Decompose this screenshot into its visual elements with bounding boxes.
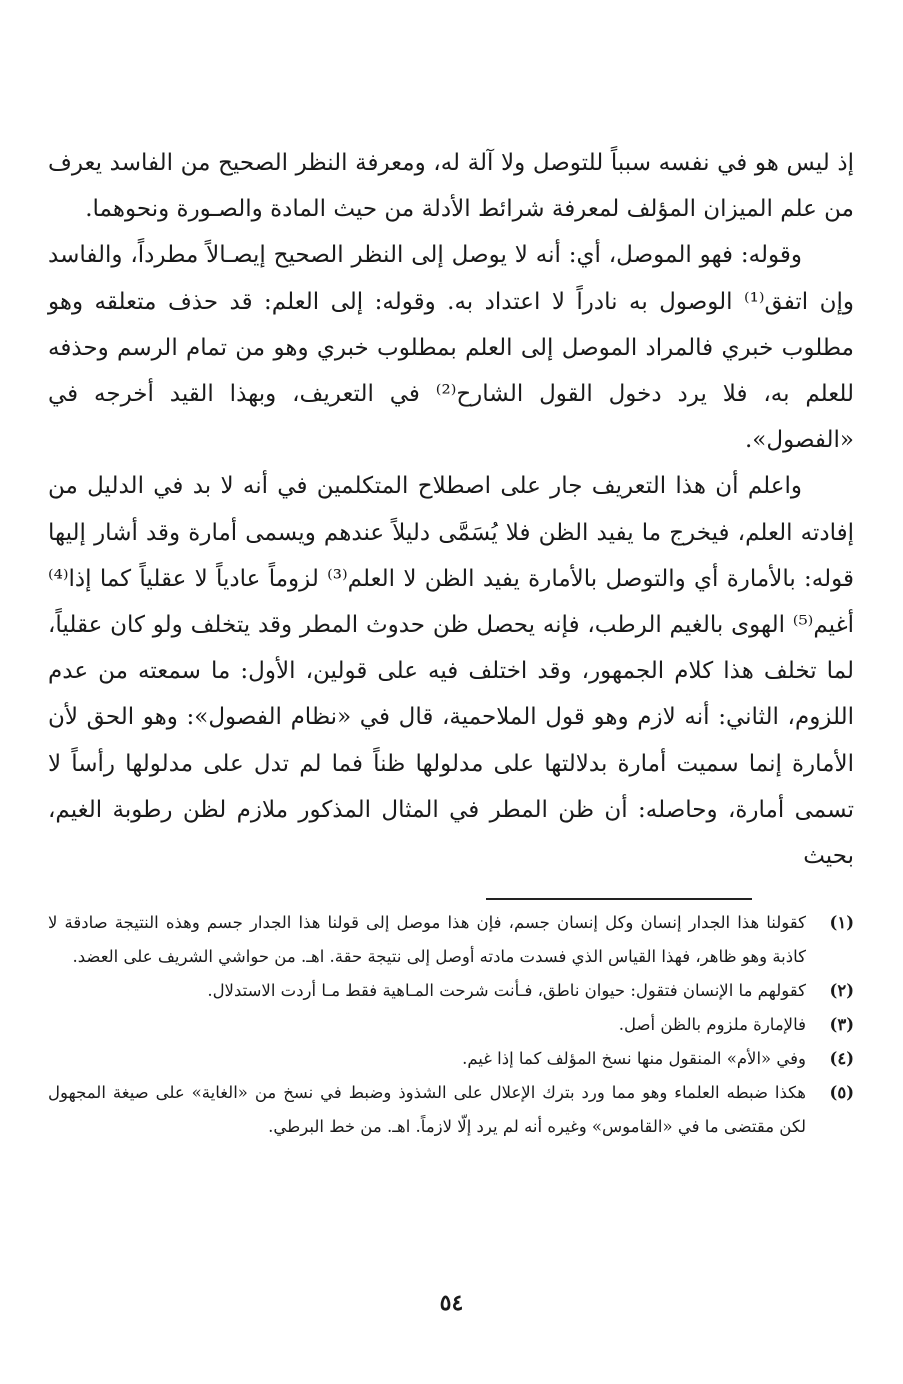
footnote-text: فالإمارة ملزوم بالظن أصل. [618,1015,806,1034]
footnote-4 [48,1042,854,1076]
footnote-2 [48,974,854,1008]
footnote-number: (٥) [829,1083,854,1102]
page-number: ٥٤ [439,1290,464,1316]
main-body-text [48,140,854,879]
footnote-5 [48,1076,854,1144]
paragraph-1: إذ ليس هو في نفسه سبباً للتوصل ولا آلة له، ومعرفة النظر الصحيح من الفاسد يعرف من علم الميزان المؤلف لمعرفة شرائط الأدلة من حيث المادة والصـورة ونحوهما. [48,150,854,223]
footnote-text: كقولهم ما الإنسان فتقول: حيوان ناطق، فـأنت شرحت المـاهية فقط مـا أردت الاستدلال. [207,981,806,1000]
footnote-divider [486,898,752,900]
footnote-3 [48,1008,854,1042]
footnote-text: كقولنا هذا الجدار إنسان وكل إنسان جسم، فإن هذا موصل إلى قولنا هذا الجدار جسم وهذه النتيجة صادقة لا كاذبة وهو ظاهر، فهذا القياس الذي فسدت مادته أوصل إلى نتيجة حقة. اهـ. من حواشي الشريف على العضد. [48,913,806,966]
footnote-1 [48,906,854,974]
footnote-number: (١) [829,913,854,932]
footnote-text: وفي «الأم» المنقول منها نسخ المؤلف كما إذا غيم. [462,1049,806,1068]
paragraph-3: واعلم أن هذا التعريف جار على اصطلاح المتكلمين في أنه لا بد في الدليل من إفادته العلم، فيخرج ما يفيد الظن فلا يُسَمَّى دليلاً عندهم ويسمى أمارة وقد أشار إليها قوله: بالأمارة أي والتوصل بالأمارة يفيد الظن لا العلم⁽³⁾ لزوماً عادياً لا عقلياً كما إذا⁽⁴⁾ أغيم⁽⁵⁾ الهوى بالغيم الرطب، فإنه يحصل ظن حدوث المطر وقد يتخلف ولو كان عقلياً، لما تخلف هذا كلام الجمهور، وقد اختلف فيه على قولين، الأول: ما سمعته من عدم اللزوم، الثاني: أنه لازم وهو قول الملاحمية، قال في «نظام الفصول»: وهو الحق لأن الأمارة إنما سميت أمارة بدلالتها على مدلولها ظناً فما لم تدل على مدلولها رأساً لا تسمى أمارة، وحاصله: أن ظن المطر في المثال المذكور ملازم لظن رطوبة الغيم، بحيث [48,473,854,870]
footnote-number: (٤) [829,1049,854,1068]
footnotes-section [48,906,854,1144]
footnote-number: (٣) [829,1015,854,1034]
paragraph-2: وقوله: فهو الموصل، أي: أنه لا يوصل إلى النظر الصحيح إيصـالاً مطرداً، والفاسد وإن اتفق⁽¹⁾ الوصول به نادراً لا اعتداد به. وقوله: إلى العلم: قد حذف متعلقه وهو مطلوب خبري فالمراد الموصل إلى العلم بمطلوب خبري وهو من تمام الرسم وحذفه للعلم به، فلا يرد دخول القول الشارح⁽²⁾ في التعريف، وبهذا القيد أخرجه في «الفصول». [48,242,854,454]
footnote-text: هكذا ضبطه العلماء وهو مما ورد بترك الإعلال على الشذوذ وضبط في نسخ من «الغاية» على صيغة المجهول لكن مقتضى ما في «القاموس» وغيره أنه لم يرد إلّا لازماً. اهـ. من خط البرطي. [48,1083,806,1136]
footnote-number: (٢) [829,981,854,1000]
